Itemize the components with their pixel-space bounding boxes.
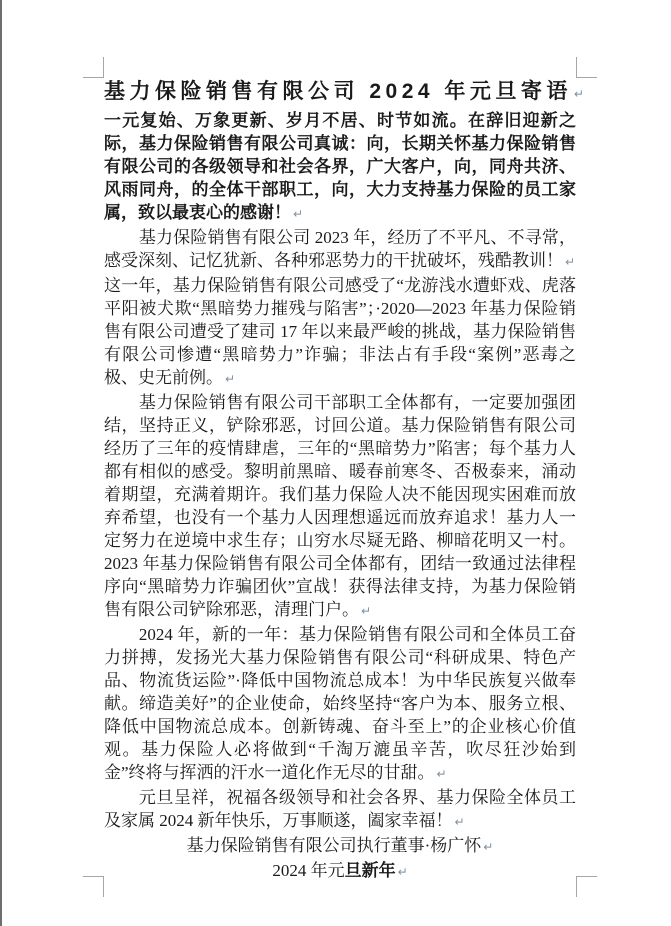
crop-mark-top-right: [576, 57, 597, 78]
paragraph-blessing[interactable]: [104, 786, 576, 834]
paragraph-mark-icon: ↵: [436, 767, 447, 781]
paragraph-mark-icon: ↵: [225, 372, 236, 386]
paragraph-mark-icon: ↵: [483, 840, 494, 854]
paragraph-2024-outlook[interactable]: [104, 623, 576, 786]
document-title-text: 基力保险销售有限公司 2024 年元旦寄语: [104, 80, 572, 103]
paragraph-mark-icon: ↵: [397, 865, 408, 879]
signature-date-regular: 2024 年元: [272, 861, 345, 880]
signature-date-line[interactable]: [104, 859, 576, 884]
paragraph-greeting[interactable]: [104, 109, 576, 226]
crop-mark-bottom-right: [576, 876, 597, 897]
paragraph-mark-icon: ↵: [361, 604, 372, 618]
document-title[interactable]: [104, 77, 584, 109]
paragraph-text: 基力保险销售有限公司 2023 年，经历了不平凡、不寻常，感受深刻、记忆犹新、各种邪恶势力的干扰破坏，残酷教训！: [104, 228, 576, 270]
crop-mark-top-left: [83, 57, 104, 78]
paragraph-mark-icon: ↵: [565, 255, 576, 269]
paragraph-text: 2024 年，新的一年：基力保险销售有限公司和全体员工奋力拼搏，发扬光大基力保险销售有限公司“科研成果、特色产品、物流货运险”·降低中国物流总成本！为中华民族复兴做奉献。缔造美好”的企业使命，始终坚持“客户为本、服务立根、降低中国物流总成本。创新铸魂、奋斗至上”的企业核心价值观。基力保险人必将做到“千淘万漉虽辛苦，吹尽狂沙始到金”终将与挥洒的汗水一道化作无尽的甘甜。: [104, 625, 576, 782]
paragraph-text: 这一年，基力保险销售有限公司感受了“龙游浅水遭虾戏、虎落平阳被犬欺“黑暗势力摧残与陷害”；·2020—2023 年基力保险销售有限公司遭受了建司 17 年以来最严峻的挑战，基力保险销售有限公司惨遭“黑暗势力”诈骗；非法占有手段“案例”恶毒之极、史无前例。: [104, 276, 576, 387]
paragraph-text: 元旦呈祥，祝福各级领导和社会各界、基力保险全体员工及家属 2024 新年快乐，万事顺遂，阖家幸福！: [104, 788, 576, 830]
crop-mark-bottom-left: [83, 876, 104, 897]
paragraph-text: 基力保险销售有限公司干部职工全体都有，一定要加强团结，坚持正义，铲除邪恶，讨回公道。基力保险销售有限公司经历了三年的疫情肆虐，三年的“黑暗势力”陷害；每个基力人都有相似的感受。黎明前黑暗、暖春前寒冬、否极泰来，涌动着期望，充满着期许。我们基力保险人决不能因现实困难而放弃希望，也没有一个基力人因理想遥远而放弃追求！基力人一定努力在逆境中求生存；山穷水尽疑无路、柳暗花明又一村。2023 年基力保险销售有限公司全体都有，团结一致通过法律程序向“黑暗势力诈骗团伙”宣战！获得法律支持，为基力保险销售有限公司铲除邪恶，清理门户。: [104, 393, 576, 619]
signature-date-bold: 旦新年: [344, 861, 396, 880]
signature-author-text: 基力保险销售有限公司执行董事·杨广怀: [186, 836, 482, 855]
paragraph-text: 一元复始、万象更新、岁月不居、时节如流。在辞旧迎新之际，基力保险销售有限公司真诚：向，长期关怀基力保险销售有限公司的各级领导和社会各界，广大客户，向，同舟共济、风雨同舟，的全体干部职工，向，大力支持基力保险的员工家属，致以最衷心的感谢！: [104, 111, 576, 222]
paragraph-mark-icon: ↵: [293, 207, 304, 221]
paragraph-this-year[interactable]: [104, 274, 576, 391]
paragraph-mark-icon: ↵: [454, 815, 465, 829]
signature-author-line[interactable]: [104, 834, 576, 859]
paragraph-unity[interactable]: [104, 391, 576, 623]
document-text-area[interactable]: [104, 77, 584, 884]
paragraph-2023-review[interactable]: [104, 226, 576, 274]
paragraph-mark-icon: ↵: [573, 87, 584, 101]
window-edge-line: [0, 0, 2, 926]
